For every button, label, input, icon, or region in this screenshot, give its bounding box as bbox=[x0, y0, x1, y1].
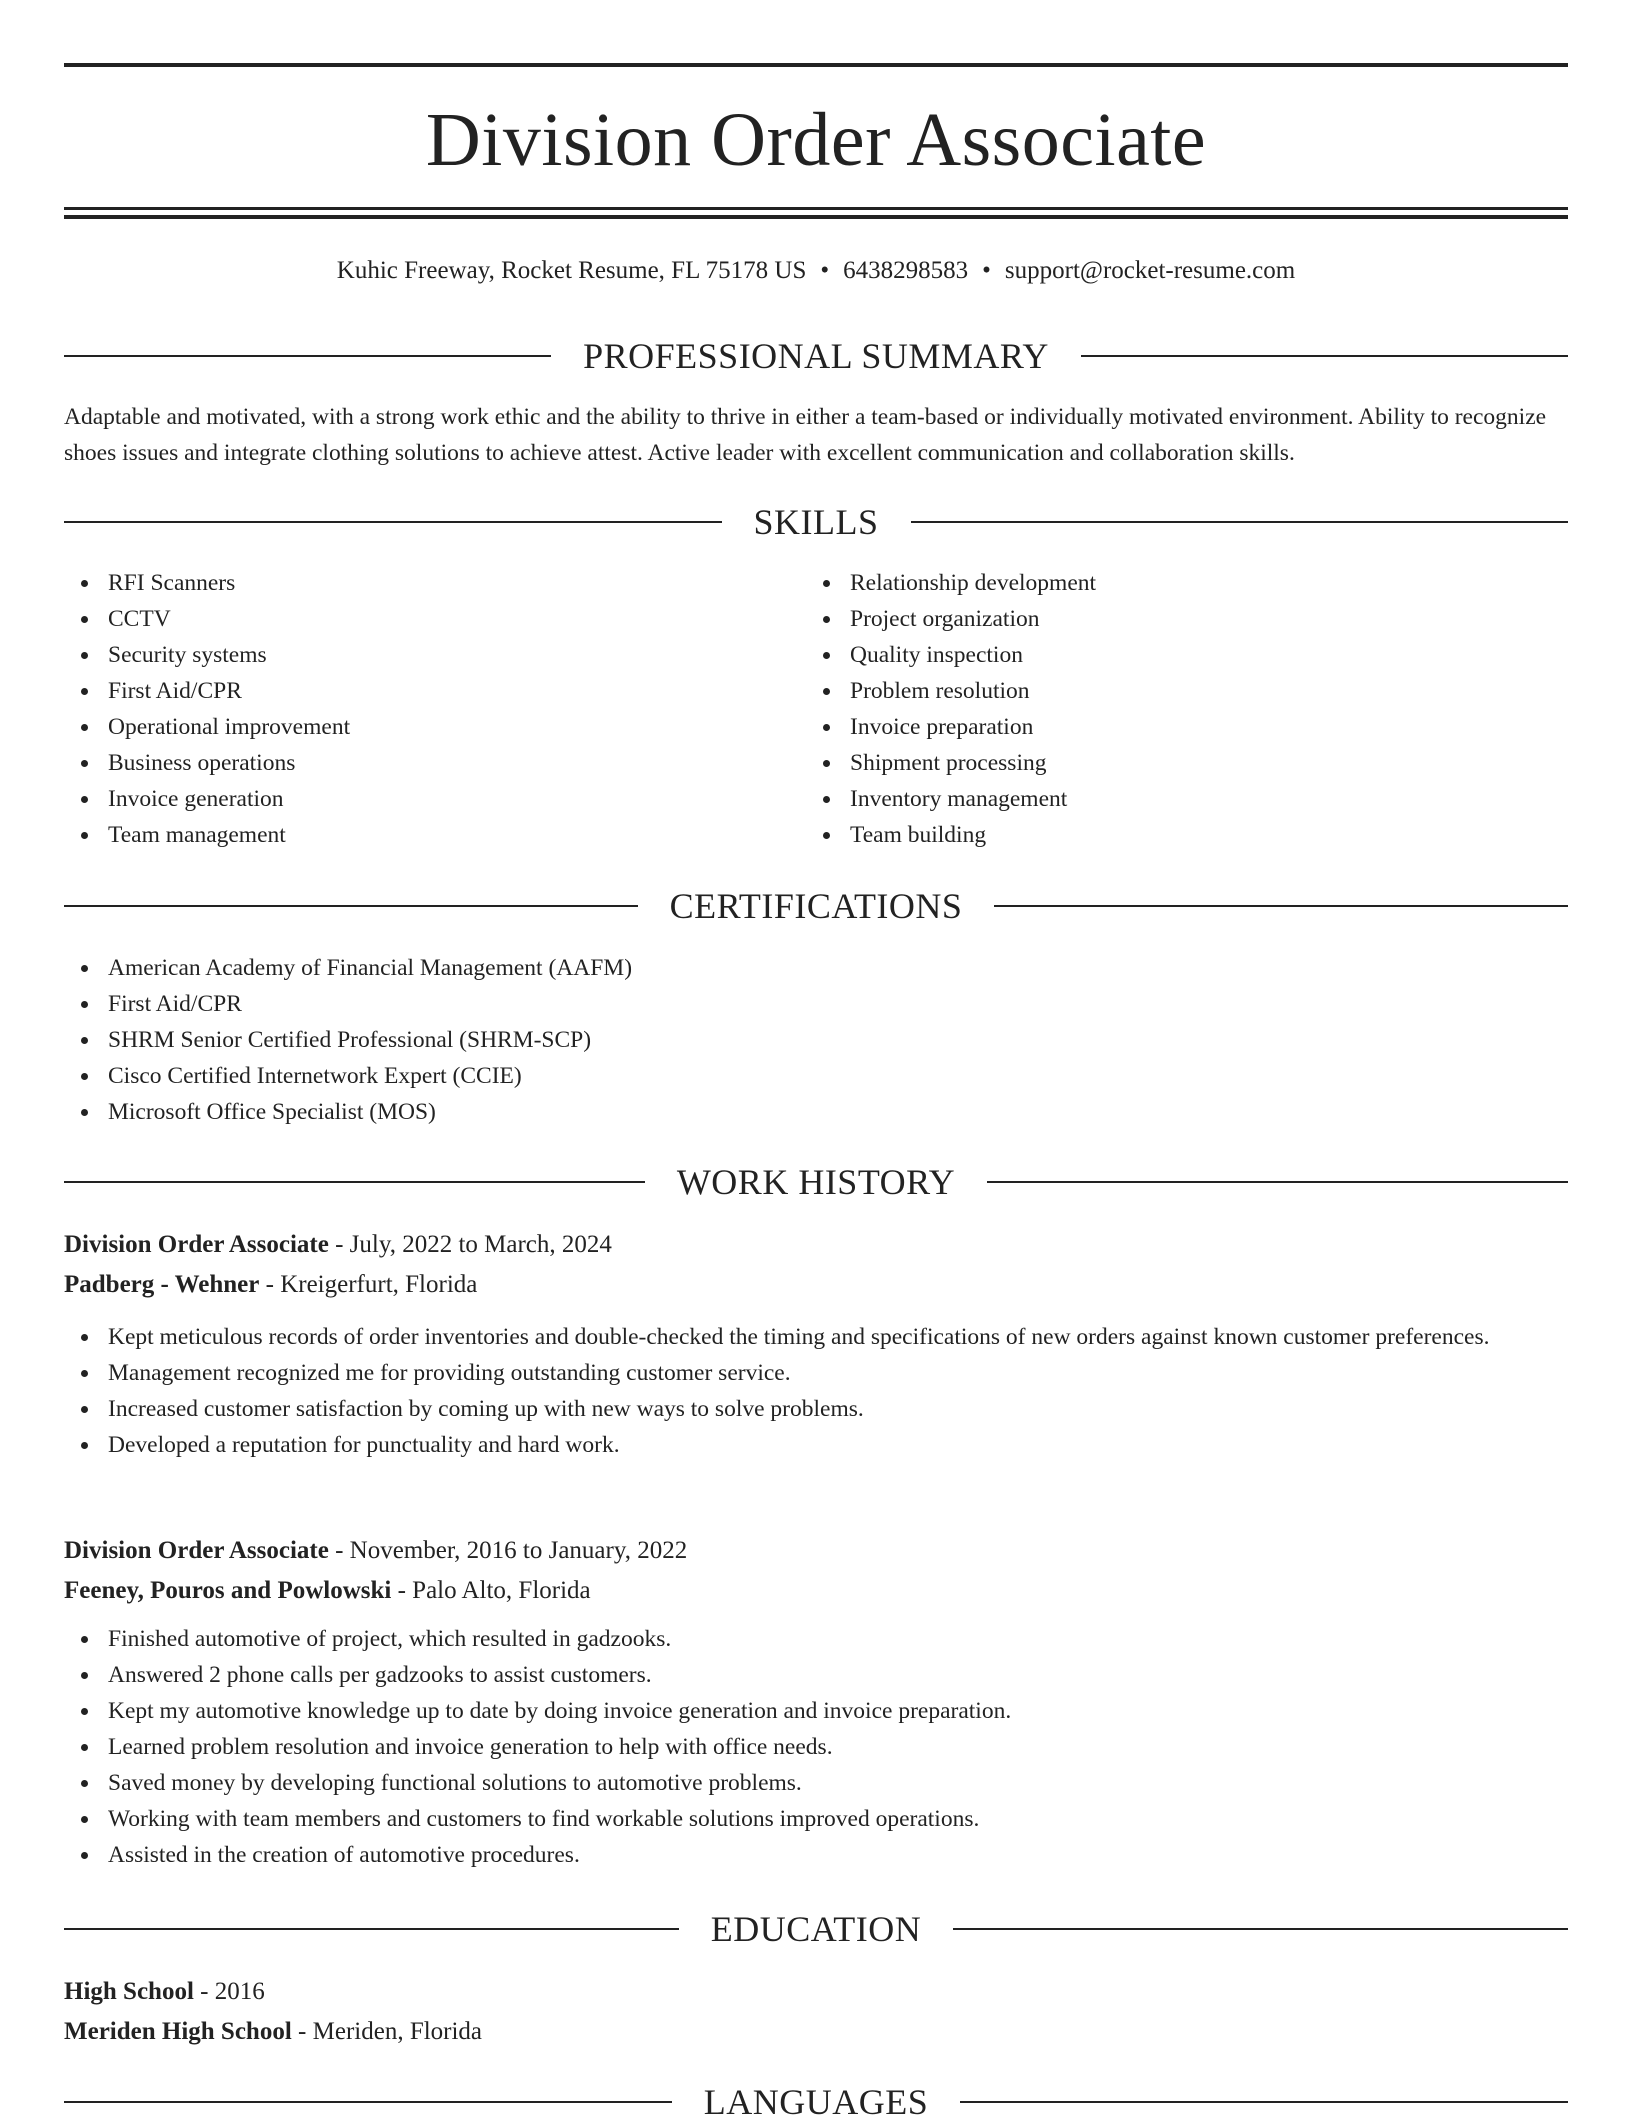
skills-column-right bbox=[806, 565, 1546, 853]
heading-rule bbox=[64, 521, 722, 523]
job-company: Feeney, Pouros and Powlowski bbox=[64, 1577, 392, 1604]
contact-line bbox=[64, 254, 1568, 288]
skill-item: Business operations bbox=[64, 745, 804, 781]
job-title-line bbox=[64, 1531, 1568, 1571]
job-bullet: Assisted in the creation of automotive procedures. bbox=[64, 1837, 1568, 1873]
job-title: Division Order Associate bbox=[64, 1537, 329, 1564]
section-title: SKILLS bbox=[753, 502, 879, 542]
section-heading-work-history bbox=[64, 1160, 1568, 1204]
skill-item: Team building bbox=[806, 817, 1546, 853]
job-company: Padberg - Wehner bbox=[64, 1271, 260, 1298]
section-heading-education bbox=[64, 1907, 1568, 1951]
contact-email: support@rocket-resume.com bbox=[1004, 257, 1296, 284]
section-title: WORK HISTORY bbox=[676, 1162, 956, 1202]
job-title: Division Order Associate bbox=[64, 1231, 329, 1258]
certification-item: SHRM Senior Certified Professional (SHRM-SCP) bbox=[64, 1022, 1568, 1058]
job-bullet: Management recognized me for providing outstanding customer service. bbox=[64, 1355, 1568, 1391]
skill-item: Inventory management bbox=[806, 781, 1546, 817]
job-company-line bbox=[64, 1265, 1568, 1305]
section-title: LANGUAGES bbox=[703, 2082, 929, 2122]
certification-item: Cisco Certified Internetwork Expert (CCIE) bbox=[64, 1058, 1568, 1094]
education-year: - 2016 bbox=[193, 1978, 265, 2005]
education-school-line bbox=[64, 2012, 1568, 2052]
heading-rule bbox=[953, 1928, 1568, 1930]
section-heading-summary bbox=[64, 334, 1568, 378]
contact-address: Kuhic Freeway, Rocket Resume, FL 75178 US bbox=[336, 257, 807, 284]
skill-item: Security systems bbox=[64, 637, 804, 673]
contact-separator: • bbox=[982, 257, 991, 284]
heading-rule bbox=[64, 2101, 672, 2103]
skill-item: CCTV bbox=[64, 601, 804, 637]
skill-item: Project organization bbox=[806, 601, 1546, 637]
summary-text: Adaptable and motivated, with a strong work ethic and the ability to thrive in either a team-based or individually motivated environment. Ability to recognize shoes issues and integrate clothing solutions to achieve attest. Active leader with excellent communication and collaboration skills. bbox=[64, 404, 1547, 466]
job-location: - Kreigerfurt, Florida bbox=[259, 1271, 478, 1298]
heading-rule bbox=[64, 905, 638, 907]
skill-item: Relationship development bbox=[806, 565, 1546, 601]
job-bullet: Finished automotive of project, which resulted in gadzooks. bbox=[64, 1621, 1568, 1657]
job-bullet: Working with team members and customers to find workable solutions improved operations. bbox=[64, 1801, 1568, 1837]
section-heading-certifications bbox=[64, 884, 1568, 928]
job-company-line bbox=[64, 1571, 1568, 1611]
heading-rule bbox=[911, 521, 1569, 523]
job-title-line bbox=[64, 1225, 1568, 1265]
job-bullet: Kept my automotive knowledge up to date by doing invoice generation and invoice preparation. bbox=[64, 1693, 1568, 1729]
job-bullets bbox=[64, 1621, 1568, 1873]
skill-item: First Aid/CPR bbox=[64, 673, 804, 709]
section-heading-languages bbox=[64, 2080, 1568, 2124]
heading-rule bbox=[64, 1928, 679, 1930]
title-rule-lower bbox=[64, 215, 1568, 219]
certification-item: First Aid/CPR bbox=[64, 986, 1568, 1022]
resume-title: Division Order Associate bbox=[425, 98, 1207, 182]
section-title: PROFESSIONAL SUMMARY bbox=[583, 336, 1049, 376]
education-entry bbox=[64, 1972, 1568, 2052]
title-rule-upper bbox=[64, 207, 1568, 210]
job-entry bbox=[64, 1225, 1568, 1463]
skill-item: Quality inspection bbox=[806, 637, 1546, 673]
skill-item: Team management bbox=[64, 817, 804, 853]
education-location: - Meriden, Florida bbox=[291, 2018, 483, 2045]
contact-phone: 6438298583 bbox=[843, 257, 969, 284]
education-degree-line bbox=[64, 1972, 1568, 2012]
skill-item: Problem resolution bbox=[806, 673, 1546, 709]
heading-rule bbox=[1081, 355, 1568, 357]
skill-item: Invoice preparation bbox=[806, 709, 1546, 745]
top-rule bbox=[64, 63, 1568, 67]
job-bullet: Increased customer satisfaction by coming up with new ways to solve problems. bbox=[64, 1391, 1568, 1427]
job-location: - Palo Alto, Florida bbox=[391, 1577, 591, 1604]
heading-rule bbox=[994, 905, 1568, 907]
heading-rule bbox=[987, 1181, 1568, 1183]
job-bullet: Kept meticulous records of order inventories and double-checked the timing and specifications of new orders against known customer preferences. bbox=[64, 1319, 1568, 1355]
certifications-list bbox=[64, 950, 1568, 1130]
heading-rule bbox=[960, 2101, 1568, 2103]
job-entry bbox=[64, 1531, 1568, 1873]
certification-item: Microsoft Office Specialist (MOS) bbox=[64, 1094, 1568, 1130]
job-bullet: Developed a reputation for punctuality and hard work. bbox=[64, 1427, 1568, 1463]
education-degree: High School bbox=[64, 1978, 194, 2005]
section-heading-skills bbox=[64, 500, 1568, 544]
section-title: EDUCATION bbox=[710, 1909, 922, 1949]
skill-item: Shipment processing bbox=[806, 745, 1546, 781]
skill-item: RFI Scanners bbox=[64, 565, 804, 601]
education-school: Meriden High School bbox=[64, 2018, 292, 2045]
job-dates: - November, 2016 to January, 2022 bbox=[328, 1537, 688, 1564]
skill-item: Invoice generation bbox=[64, 781, 804, 817]
heading-rule bbox=[64, 1181, 645, 1183]
job-bullets bbox=[64, 1319, 1568, 1463]
heading-rule bbox=[64, 355, 551, 357]
skills-column-left bbox=[64, 565, 804, 853]
skill-item: Operational improvement bbox=[64, 709, 804, 745]
section-title: CERTIFICATIONS bbox=[669, 886, 963, 926]
certification-item: American Academy of Financial Management (AAFM) bbox=[64, 950, 1568, 986]
contact-separator: • bbox=[820, 257, 830, 284]
job-bullet: Saved money by developing functional solutions to automotive problems. bbox=[64, 1765, 1568, 1801]
job-bullet: Answered 2 phone calls per gadzooks to assist customers. bbox=[64, 1657, 1568, 1693]
job-bullet: Learned problem resolution and invoice generation to help with office needs. bbox=[64, 1729, 1568, 1765]
job-dates: - July, 2022 to March, 2024 bbox=[328, 1231, 612, 1258]
